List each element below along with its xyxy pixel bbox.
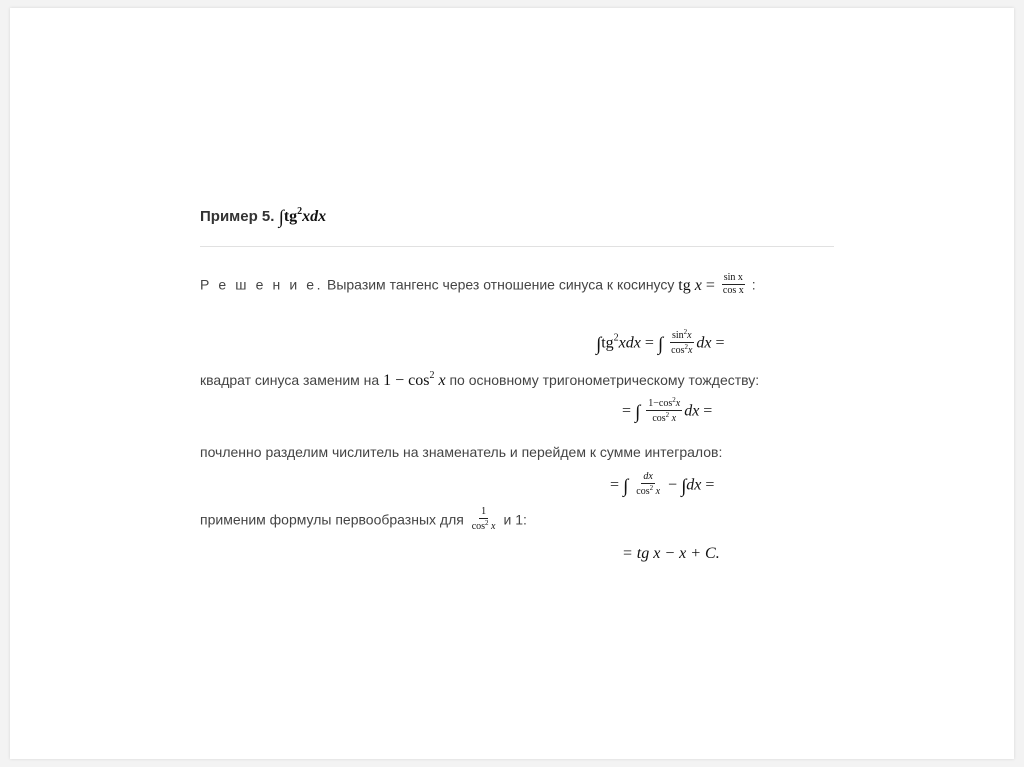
solution-intro — [200, 274, 756, 298]
denominator: cos x — [722, 284, 744, 296]
denominator: $\cos^2 x$ — [636, 483, 661, 497]
formula-3 — [610, 473, 714, 499]
equals-sign: = — [644, 334, 654, 352]
fraction — [721, 272, 746, 296]
fn-name: tg — [283, 208, 298, 225]
integral-sign: ∫ — [681, 475, 687, 497]
integral-sign: ∫ — [635, 401, 641, 423]
equals-sign: = — [715, 334, 725, 352]
fraction — [634, 471, 662, 497]
fraction — [646, 396, 682, 424]
differential: dx — [686, 476, 702, 494]
solution-text: Выразим тангенс через отношение синуса к косинусу — [327, 276, 675, 293]
variable: xdx — [618, 334, 641, 352]
formula-1 — [596, 330, 725, 358]
numerator: 1 — [481, 506, 487, 517]
fraction — [669, 328, 694, 356]
equals-sign: = — [705, 276, 715, 294]
fn-name: tg — [678, 276, 691, 294]
integral-sign: ∫ — [657, 333, 664, 355]
text: применим формулы первообразных для — [200, 511, 464, 528]
exponent: 2 — [613, 332, 619, 344]
fraction — [470, 506, 498, 532]
solution-label: Р е ш е н и е. — [200, 276, 324, 293]
step-3-text — [200, 508, 527, 534]
variable: x — [694, 276, 702, 294]
equals-sign: = — [703, 402, 713, 420]
example-label: Пример 5. — [200, 208, 275, 225]
denominator: $\cos^2 x$ — [471, 518, 496, 532]
formula-4: = tg x − x + C. — [622, 545, 720, 562]
step-2-text: почленно разделим числитель на знаменатель и перейдем к сумме интегралов: — [200, 444, 723, 460]
variable: xdx — [302, 208, 327, 225]
tangent-identity — [678, 272, 751, 296]
differential: dx — [684, 402, 700, 420]
equals-sign: = — [622, 402, 632, 420]
inline-formula — [468, 506, 504, 532]
denominator: $\cos^2 x$ — [652, 410, 677, 424]
numerator: dx — [643, 471, 653, 482]
text: по основному тригонометрическому тождеству: — [449, 372, 760, 388]
example-formula — [278, 206, 327, 228]
text: и 1: — [503, 511, 527, 528]
integral-sign: ∫ — [596, 333, 602, 355]
denominator: $\cos^2x$ — [671, 342, 693, 356]
integral-sign: ∫ — [623, 475, 629, 497]
step-1-text — [200, 370, 759, 390]
numerator: $1-\cos^2x$ — [648, 396, 681, 409]
slide — [10, 8, 1014, 759]
exponent: 2 — [297, 206, 303, 217]
divider — [200, 246, 834, 247]
inline-formula: $1 - \cos^2 x$ — [383, 370, 446, 389]
example-heading — [200, 205, 326, 227]
minus-sign: − — [668, 476, 678, 494]
text: квадрат синуса заменим на — [200, 372, 380, 388]
equals-sign: = — [705, 476, 715, 494]
integral-sign: ∫ — [278, 207, 284, 228]
numerator: sin x — [723, 272, 743, 283]
numerator: $\sin^2x$ — [671, 328, 692, 341]
colon: : — [751, 276, 756, 293]
equals-sign: = — [610, 476, 620, 494]
fn-name: tg — [601, 334, 614, 352]
formula-2 — [622, 398, 712, 426]
differential: dx — [696, 334, 712, 352]
